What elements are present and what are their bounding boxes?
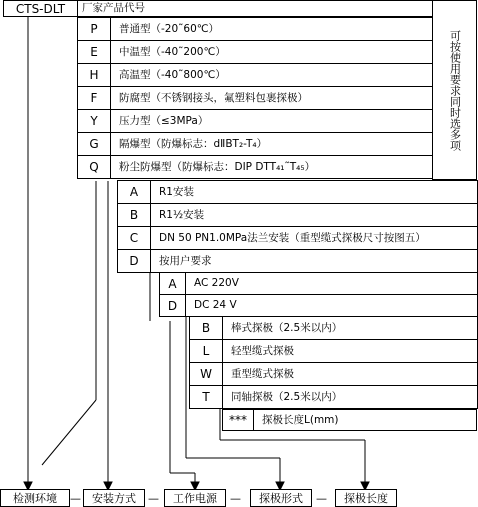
install-option-description: R1安装 — [150, 180, 478, 204]
length-code: *** — [222, 409, 254, 431]
footer-separator: — — [316, 492, 327, 505]
install-option-description: R1½安装 — [150, 203, 478, 227]
probe-type-code: E — [77, 40, 111, 64]
power-option-description: AC 220V — [185, 272, 478, 295]
power-option-code: D — [159, 294, 186, 317]
power-option-description: DC 24 V — [185, 294, 478, 317]
probe-type-description: 高温型（-40˜800℃） — [110, 63, 433, 87]
probe-form-option-description: 重型缆式探极 — [222, 362, 478, 386]
probe-type-description: 中温型（-40˜200℃） — [110, 40, 433, 64]
probe-type-description: 隔爆型（防爆标志：dⅡBT₂-T₄） — [110, 132, 433, 156]
install-option-description: 按用户要求 — [150, 249, 478, 273]
probe-type-description: 普通型（-20˜60℃） — [110, 17, 433, 41]
footer-label-environment: 检测环境 — [0, 489, 70, 507]
probe-form-option-description: 同轴探极（2.5米以内） — [222, 385, 478, 409]
install-option-code: C — [117, 226, 151, 250]
install-option-code: D — [117, 249, 151, 273]
footer-label-length: 探极长度 — [335, 489, 397, 507]
install-option-code: A — [117, 180, 151, 204]
probe-type-code: Y — [77, 109, 111, 133]
probe-type-description: 压力型（≤3MPa） — [110, 109, 433, 133]
probe-form-option-description: 棒式探极（2.5米以内） — [222, 316, 478, 340]
footer-separator: — — [148, 492, 159, 505]
probe-type-description: 防腐型（不锈钢接头，氟塑料包裹探极） — [110, 86, 433, 110]
model-code: CTS-DLT — [3, 0, 78, 17]
header-title: 厂家产品代号 — [77, 0, 433, 17]
footer-separator: — — [70, 492, 81, 505]
probe-type-code: H — [77, 63, 111, 87]
install-option-code: B — [117, 203, 151, 227]
probe-form-option-code: L — [189, 339, 223, 363]
probe-form-option-code: W — [189, 362, 223, 386]
length-description: 探极长度L(mm) — [253, 409, 477, 431]
probe-type-code: P — [77, 17, 111, 41]
footer-label-install: 安装方式 — [83, 489, 145, 507]
footer-label-probe-form: 探极形式 — [250, 489, 312, 507]
probe-type-code: G — [77, 132, 111, 156]
side-note: 可按使用要求同时选多项 — [432, 0, 477, 180]
probe-type-code: F — [77, 86, 111, 110]
probe-form-option-code: T — [189, 385, 223, 409]
probe-form-option-code: B — [189, 316, 223, 340]
probe-form-option-description: 轻型缆式探极 — [222, 339, 478, 363]
footer-separator: — — [230, 492, 241, 505]
probe-type-description: 粉尘防爆型（防爆标志：DIP DTT₄₁˜T₄₅） — [110, 155, 433, 179]
probe-type-code: Q — [77, 155, 111, 179]
power-option-code: A — [159, 272, 186, 295]
footer-label-power: 工作电源 — [164, 489, 226, 507]
install-option-description: DN 50 PN1.0MPa法兰安装（重型缆式探极尺寸按图五） — [150, 226, 478, 250]
